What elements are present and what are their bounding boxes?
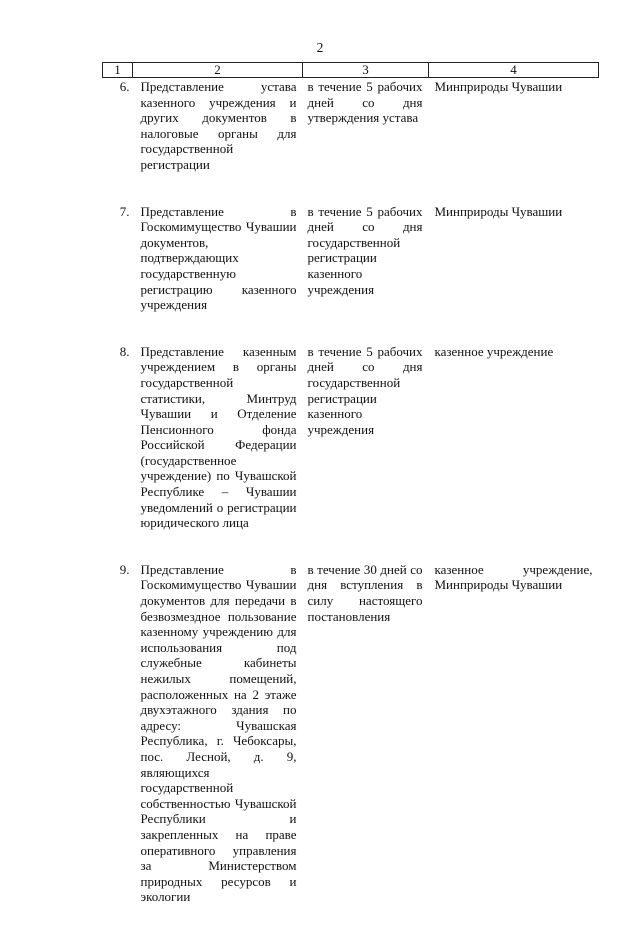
action-cell: Представление устава казенного учреждения и других документов в налоговые органы для государственной регистрации xyxy=(140,79,297,172)
responsible-cell: казенное учреждение, Минприроды Чувашии xyxy=(434,561,593,593)
measures-table xyxy=(102,62,599,936)
responsible-cell: казенное учреждение xyxy=(434,343,554,359)
responsible-cell: Минприроды Чувашии xyxy=(434,79,563,94)
table-header-row xyxy=(103,63,599,78)
row-number: 6. xyxy=(119,79,130,94)
table-row xyxy=(103,344,599,562)
term-cell: в течение 5 рабочих дней со дня государственной регистрации казенного учреждения xyxy=(307,203,423,297)
row-number: 7. xyxy=(119,203,130,219)
term-cell: в течение 5 рабочих дней со дня утверждения устава xyxy=(307,79,423,126)
term-cell: в течение 5 рабочих дней со дня государственной регистрации казенного учреждения xyxy=(307,343,423,437)
row-number: 9. xyxy=(119,561,130,577)
column-header-4: 4 xyxy=(429,63,599,78)
column-header-2: 2 xyxy=(133,63,303,78)
action-cell: Представление в Госкомимущество Чувашии документов, подтверждающих государственную регистрацию казенного учреждения xyxy=(140,203,297,313)
page-number: 2 xyxy=(316,40,324,55)
term-cell: в течение 30 дней со дня вступления в силу настоящего постановления xyxy=(307,561,423,624)
column-header-1: 1 xyxy=(103,63,133,78)
column-header-3: 3 xyxy=(303,63,429,78)
table-row xyxy=(103,562,599,936)
action-cell: Представление в Госкомимущество Чувашии документов для передачи в безвозмездное пользование казенному учреждению для использования под служебные кабинеты нежилых помещений, расположенных на 2 этаже двухэтажного здания по адресу: Чувашская Республика, г. Чебоксары, пос. Лесной, д. 9, являющихся государственной собственностью Чувашской Республики и закрепленных на праве оперативного управления за Министерством природных ресурсов и экологии xyxy=(140,561,297,905)
table-row xyxy=(103,78,599,204)
row-number: 8. xyxy=(119,343,130,359)
responsible-cell: Минприроды Чувашии xyxy=(434,203,563,219)
table-row xyxy=(103,204,599,344)
action-cell: Представление казенным учреждением в органы государственной статистики, Минтруд Чувашии и Отделение Пенсионного фонда Российской Федерации (государственное учреждение) по Чувашской Республике – Чувашии уведомлений о регистрации юридического лица xyxy=(140,343,297,531)
